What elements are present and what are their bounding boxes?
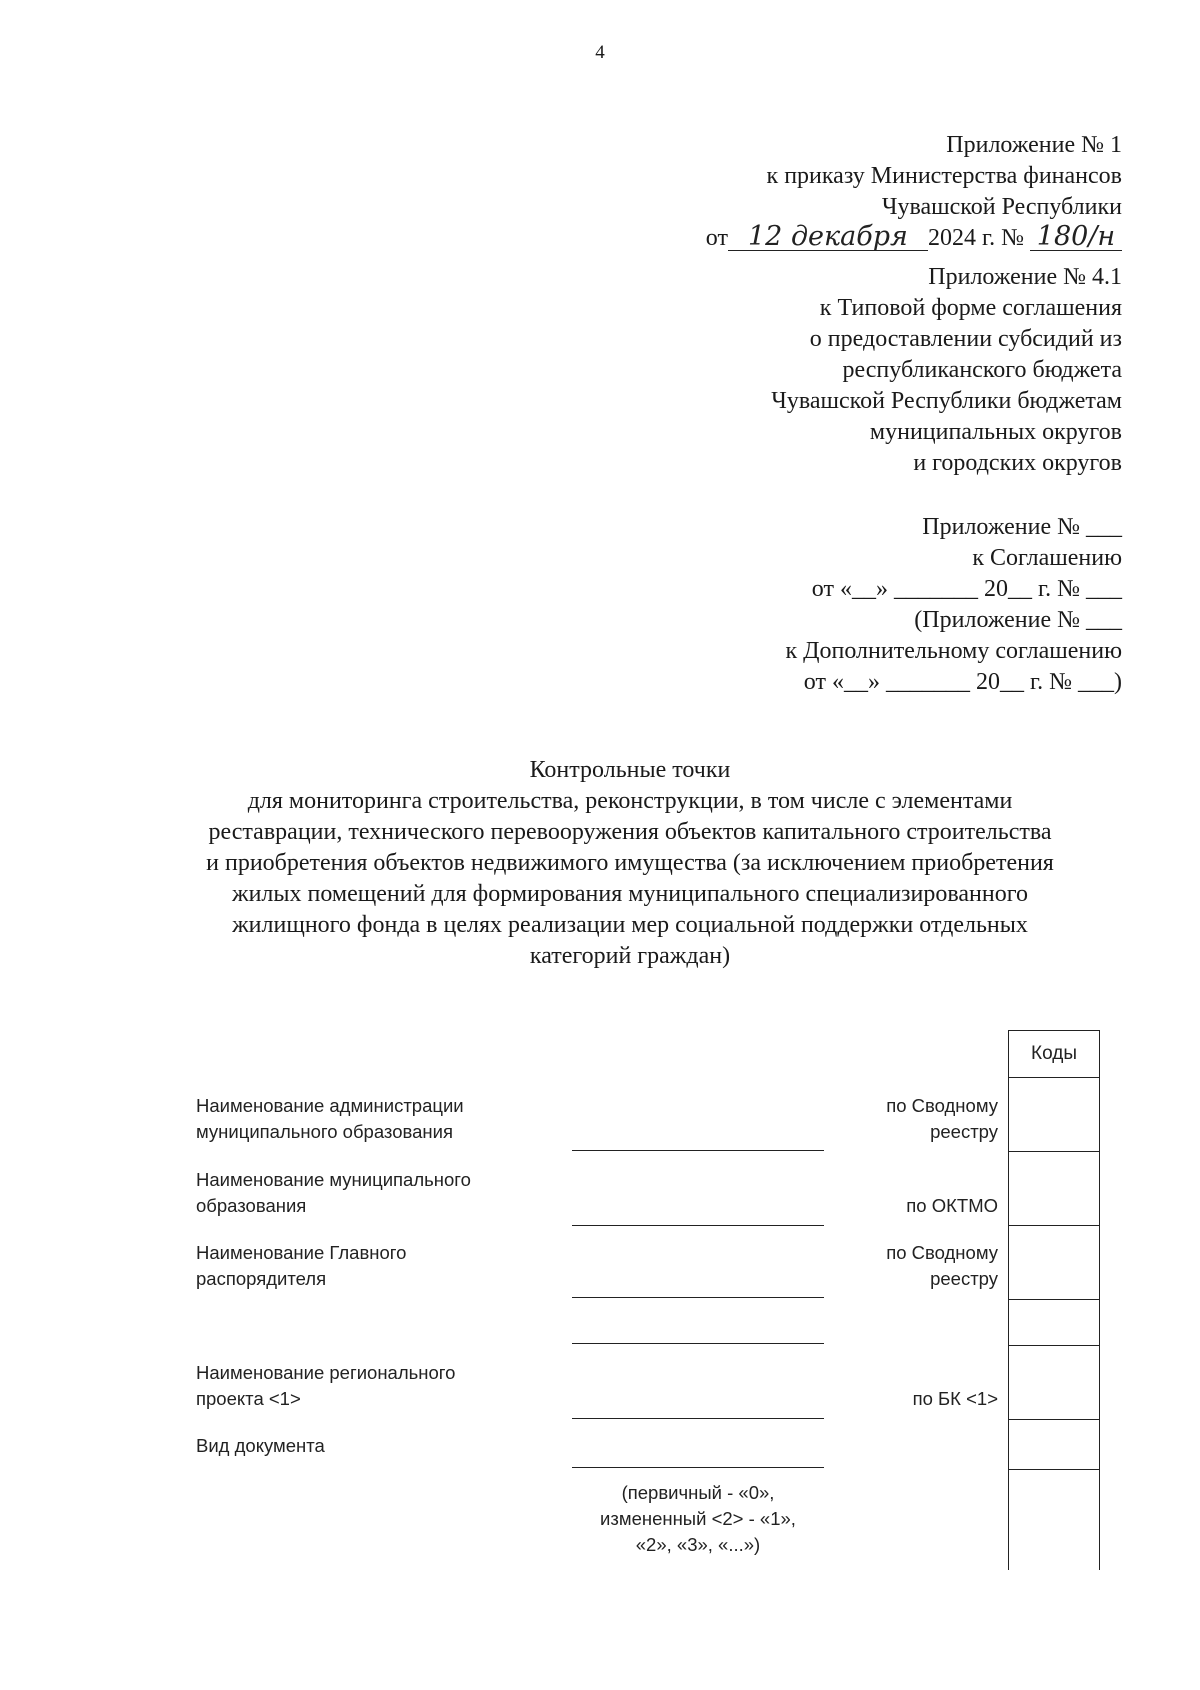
attachment-2-block xyxy=(771,262,1122,479)
caption-line: реестру xyxy=(930,1121,998,1142)
label-line: Наименование муниципального xyxy=(196,1169,471,1190)
code-cell-consolidated-registry-2[interactable] xyxy=(1008,1226,1100,1300)
title-line: реставрации, технического перевооружения объектов капитального строительства xyxy=(208,819,1052,845)
caption-budget-classification xyxy=(913,1386,998,1412)
title-line: для мониторинга строительства, реконструкции, в том числе с элементами xyxy=(247,788,1013,814)
attachment-1-line: к приказу Министерства финансов xyxy=(766,163,1122,189)
attachment-2-line: о предоставлении субсидий из xyxy=(809,326,1122,352)
label-municipality xyxy=(196,1167,471,1219)
document-title xyxy=(140,755,1120,972)
caption-line: по Сводному xyxy=(886,1242,998,1263)
title-line: жилищного фонда в целях реализации мер социальной поддержки отдельных xyxy=(232,912,1028,938)
attachment-3-line: от «__» _______ 20__ г. № ___ xyxy=(811,576,1122,602)
caption-line: реестру xyxy=(930,1268,998,1289)
label-regional-project xyxy=(196,1360,455,1412)
attachment-1-date-line xyxy=(706,223,1122,254)
label-chief-manager xyxy=(196,1240,406,1292)
code-cell-consolidated-registry[interactable] xyxy=(1008,1078,1100,1152)
title-line: категорий граждан) xyxy=(529,943,731,969)
page-number: 4 xyxy=(595,42,605,63)
attachment-2-line: муниципальных округов xyxy=(869,419,1122,445)
attachment-1-line: Чувашской Республики xyxy=(881,194,1122,220)
attachment-3-line: Приложение № ___ xyxy=(922,514,1122,540)
handwritten-order-number: 180/н xyxy=(1030,224,1122,251)
caption-line: по БК <1> xyxy=(912,1388,998,1409)
code-cell-budget-classification[interactable] xyxy=(1008,1346,1100,1420)
attachment-3-line: от «__» _______ 20__ г. № ___) xyxy=(803,669,1122,695)
label-line: распорядителя xyxy=(196,1268,327,1289)
code-cell-empty[interactable] xyxy=(1008,1300,1100,1346)
caption-consolidated-registry-2 xyxy=(886,1240,998,1292)
attachment-2-line: республиканского бюджета xyxy=(842,357,1122,383)
attachment-3-block xyxy=(785,512,1122,698)
title-line: Контрольные точки xyxy=(529,757,731,783)
caption-line: по ОКТМО xyxy=(906,1195,998,1216)
input-line-document-type[interactable] xyxy=(572,1467,824,1468)
title-line: и приобретения объектов недвижимого имущества (за исключением приобретения xyxy=(206,850,1054,876)
input-line-chief-manager[interactable] xyxy=(572,1297,824,1298)
attachment-1-block xyxy=(706,130,1122,254)
label-line: Наименование Главного xyxy=(196,1242,407,1263)
attachment-1-line: Приложение № 1 xyxy=(946,132,1122,158)
hint-line: (первичный - «0», xyxy=(621,1482,775,1503)
attachment-3-line: к Дополнительному соглашению xyxy=(785,638,1122,664)
document-type-hint xyxy=(560,1480,836,1558)
code-column-continuation xyxy=(1008,1470,1100,1570)
handwritten-date: 12 декабря xyxy=(728,224,928,251)
input-line-regional-project[interactable] xyxy=(572,1418,824,1419)
title-line: жилых помещений для формирования муниципального специализированного xyxy=(232,881,1028,907)
date-suffix: 2024 г. № xyxy=(927,225,1024,251)
date-prefix: от xyxy=(705,225,728,251)
caption-oktmo xyxy=(906,1193,998,1219)
label-line: муниципального образования xyxy=(196,1121,453,1142)
input-line-chief-manager-extra[interactable] xyxy=(572,1343,824,1344)
caption-line: по Сводному xyxy=(886,1095,998,1116)
input-line-administration[interactable] xyxy=(572,1150,824,1151)
attachment-2-line: к Типовой форме соглашения xyxy=(819,295,1122,321)
codes-header: Коды xyxy=(1008,1030,1100,1078)
code-cell-oktmo[interactable] xyxy=(1008,1152,1100,1226)
label-line: образования xyxy=(196,1195,307,1216)
attachment-2-line: и городских округов xyxy=(913,450,1122,476)
hint-line: измененный <2> - «1», xyxy=(600,1508,796,1529)
label-line: Вид документа xyxy=(196,1435,325,1456)
label-document-type xyxy=(196,1433,325,1459)
label-line: Наименование администрации xyxy=(196,1095,464,1116)
attachment-2-line: Чувашской Республики бюджетам xyxy=(771,388,1122,414)
caption-consolidated-registry xyxy=(886,1093,998,1145)
attachment-3-line: к Соглашению xyxy=(972,545,1122,571)
label-line: Наименование регионального xyxy=(196,1362,456,1383)
attachment-2-line: Приложение № 4.1 xyxy=(928,264,1122,290)
label-line: проекта <1> xyxy=(196,1388,301,1409)
code-cell-document-type[interactable] xyxy=(1008,1420,1100,1470)
attachment-3-line: (Приложение № ___ xyxy=(914,607,1122,633)
input-line-municipality[interactable] xyxy=(572,1225,824,1226)
label-administration xyxy=(196,1093,464,1145)
hint-line: «2», «3», «...») xyxy=(635,1534,761,1555)
